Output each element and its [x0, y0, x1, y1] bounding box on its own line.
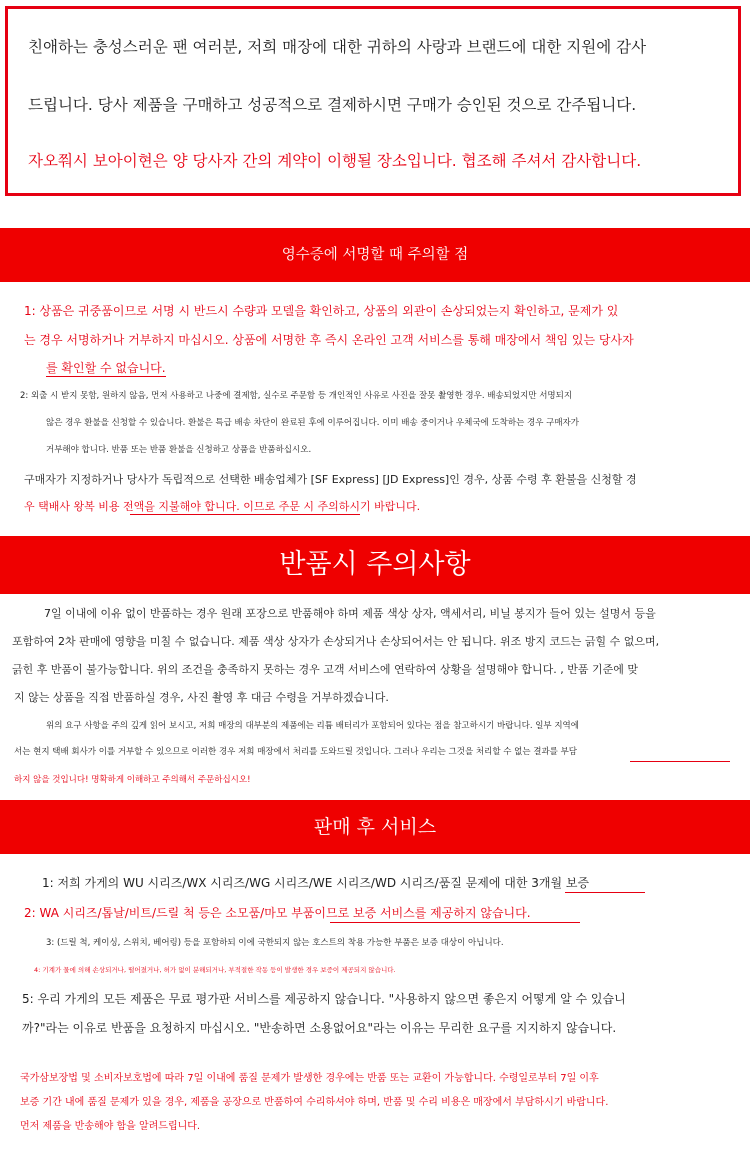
receipt-heading: 영수증에 서명할 때 주의할 점 — [281, 247, 469, 263]
receipt-p1-line1: 1: 상품은 귀중품이므로 서명 시 반드시 수량과 모델을 확인하고, 상품의 외관이 손상되었는지 확인하고, 문제가 있 — [24, 304, 619, 318]
underline-decoration — [565, 892, 645, 893]
returns-line-6: 서는 현지 택배 회사가 이를 거부할 수 있으므로 이러한 경우 저희 매장에서 처리를 도와드릴 것입니다. 그러나 우리는 그것을 처리할 수 없는 결과를 부담 — [14, 747, 578, 757]
receipt-p2-line3: 거부해야 합니다. 반품 또는 반품 환불을 신청하고 상품을 반품하십시오. — [46, 445, 312, 455]
underline-decoration — [330, 922, 580, 923]
after-item-5-line1: 5: 우리 가게의 모든 제품은 무료 평가판 서비스를 제공하지 않습니다. "사용하지 않으면 좋은지 어떻게 알 수 있습니 — [22, 992, 626, 1006]
returns-line-3: 긁힌 후 반품이 불가능합니다. 위의 조건을 충족하지 못하는 경우 고객 서비스에 연락하여 상황을 설명해야 합니다. , 반품 기준에 맞 — [12, 663, 638, 676]
underline-decoration — [630, 761, 730, 762]
after-item-4: 4: 기계가 물에 의해 손상되거나, 떨어졌거나, 허가 없이 분해되거나, 부적절한 작동 등이 발생한 경우 보증이 제공되지 않습니다. — [34, 966, 396, 974]
receipt-p2-line1: 2: 외출 시 받지 못함, 원하지 않음, 먼저 사용하고 나중에 결제함, 실수로 주문함 등 개인적인 사유로 사진을 잘못 촬영한 경우. 배송되었지만 서명되지 — [20, 391, 573, 401]
returns-line-5: 위의 요구 사항을 주의 깊게 읽어 보시고, 저희 매장의 대부분의 제품에는 리튬 배터리가 포함되어 있다는 점을 참고하시기 바랍니다. 일부 지역에 — [46, 721, 579, 731]
receipt-p3-line1: 구매자가 지정하거나 당사가 독립적으로 선택한 배송업체가 [SF Express] [JD Express]인 경우, 상품 수령 후 환불을 신청할 경 — [24, 473, 637, 486]
receipt-heading-band — [0, 228, 750, 282]
returns-line-4: 지 않는 상품을 직접 반품하실 경우, 사진 촬영 후 대금 수령을 거부하겠습니다. — [14, 691, 389, 704]
returns-heading-band — [0, 536, 750, 594]
after-item-2: 2: WA 시리즈/톱날/비트/드릴 척 등은 소모품/마모 부품이므로 보증 서비스를 제공하지 않습니다. — [24, 906, 531, 920]
returns-line-7: 하지 않을 것입니다! 명확하게 이해하고 주의해서 주문하십시오! — [14, 775, 251, 785]
after-sales-heading-band — [0, 800, 750, 854]
returns-line-2: 포함하여 2차 판매에 영향을 미칠 수 없습니다. 제품 색상 상자가 손상되거나 손상되어서는 안 됩니다. 위조 방지 코드는 긁힐 수 없으며, — [12, 635, 660, 648]
intro-line-1: 친애하는 충성스러운 팬 여러분, 저희 매장에 대한 귀하의 사랑과 브랜드에 대한 지원에 감사 — [28, 38, 647, 56]
law-line-3: 먼저 제품을 반송해야 함을 알려드립니다. — [20, 1121, 201, 1132]
returns-line-1: 7일 이내에 이유 없이 반품하는 경우 원래 포장으로 반품해야 하며 제품 색상 상자, 액세서리, 비닐 봉지가 들어 있는 설명서 등을 — [44, 607, 656, 620]
receipt-p1-line2: 는 경우 서명하거나 거부하지 마십시오. 상품에 서명한 후 즉시 온라인 고객 서비스를 통해 매장에서 책임 있는 당사자 — [24, 333, 634, 347]
after-sales-heading: 판매 후 서비스 — [313, 816, 437, 838]
after-item-1: 1: 저희 가게의 WU 시리즈/WX 시리즈/WG 시리즈/WE 시리즈/WD 시리즈/품질 문제에 대한 3개월 보증 — [42, 876, 590, 890]
law-line-1: 국가삼보장법 및 소비자보호법에 따라 7일 이내에 품질 문제가 발생한 경우에는 반품 또는 교환이 가능합니다. 수령일로부터 7일 이후 — [20, 1073, 599, 1084]
receipt-p2-line2: 않은 경우 환불을 신청할 수 있습니다. 환불은 특급 배송 차단이 완료된 후에 이루어집니다. 이미 배송 중이거나 우체국에 도착하는 경우 구매자가 — [46, 418, 579, 428]
underline-decoration — [46, 376, 166, 377]
intro-line-3: 자오쭤시 보아이현은 양 당사자 간의 계약이 이행될 장소입니다. 협조해 주셔서 감사합니다. — [28, 152, 642, 170]
law-line-2: 보증 기간 내에 품질 문제가 있을 경우, 제품을 공장으로 반품하여 수리하셔야 하며, 반품 및 수리 비용은 매장에서 부담하시기 바랍니다. — [20, 1097, 609, 1108]
intro-line-2: 드립니다. 당사 제품을 구매하고 성공적으로 결제하시면 구매가 승인된 것으로 간주됩니다. — [28, 96, 637, 114]
returns-heading: 반품시 주의사항 — [279, 549, 471, 580]
intro-notice-box — [5, 6, 741, 196]
underline-decoration — [130, 514, 360, 515]
receipt-p3-line2: 우 택배사 왕복 비용 전액을 지불해야 합니다. 이므로 주문 시 주의하시기 바랍니다. — [24, 500, 421, 513]
after-item-5-line2: 까?"라는 이유로 반품을 요청하지 마십시오. "반송하면 소용없어요"라는 이유는 무리한 요구를 지지하지 않습니다. — [22, 1021, 617, 1035]
after-item-3: 3: (드릴 척, 케이싱, 스위치, 베어링) 등을 포함하되 이에 국한되지 않는 호스트의 착용 가능한 부품은 보증 대상이 아닙니다. — [46, 938, 504, 948]
receipt-p1-line3: 를 확인할 수 없습니다. — [46, 361, 166, 375]
